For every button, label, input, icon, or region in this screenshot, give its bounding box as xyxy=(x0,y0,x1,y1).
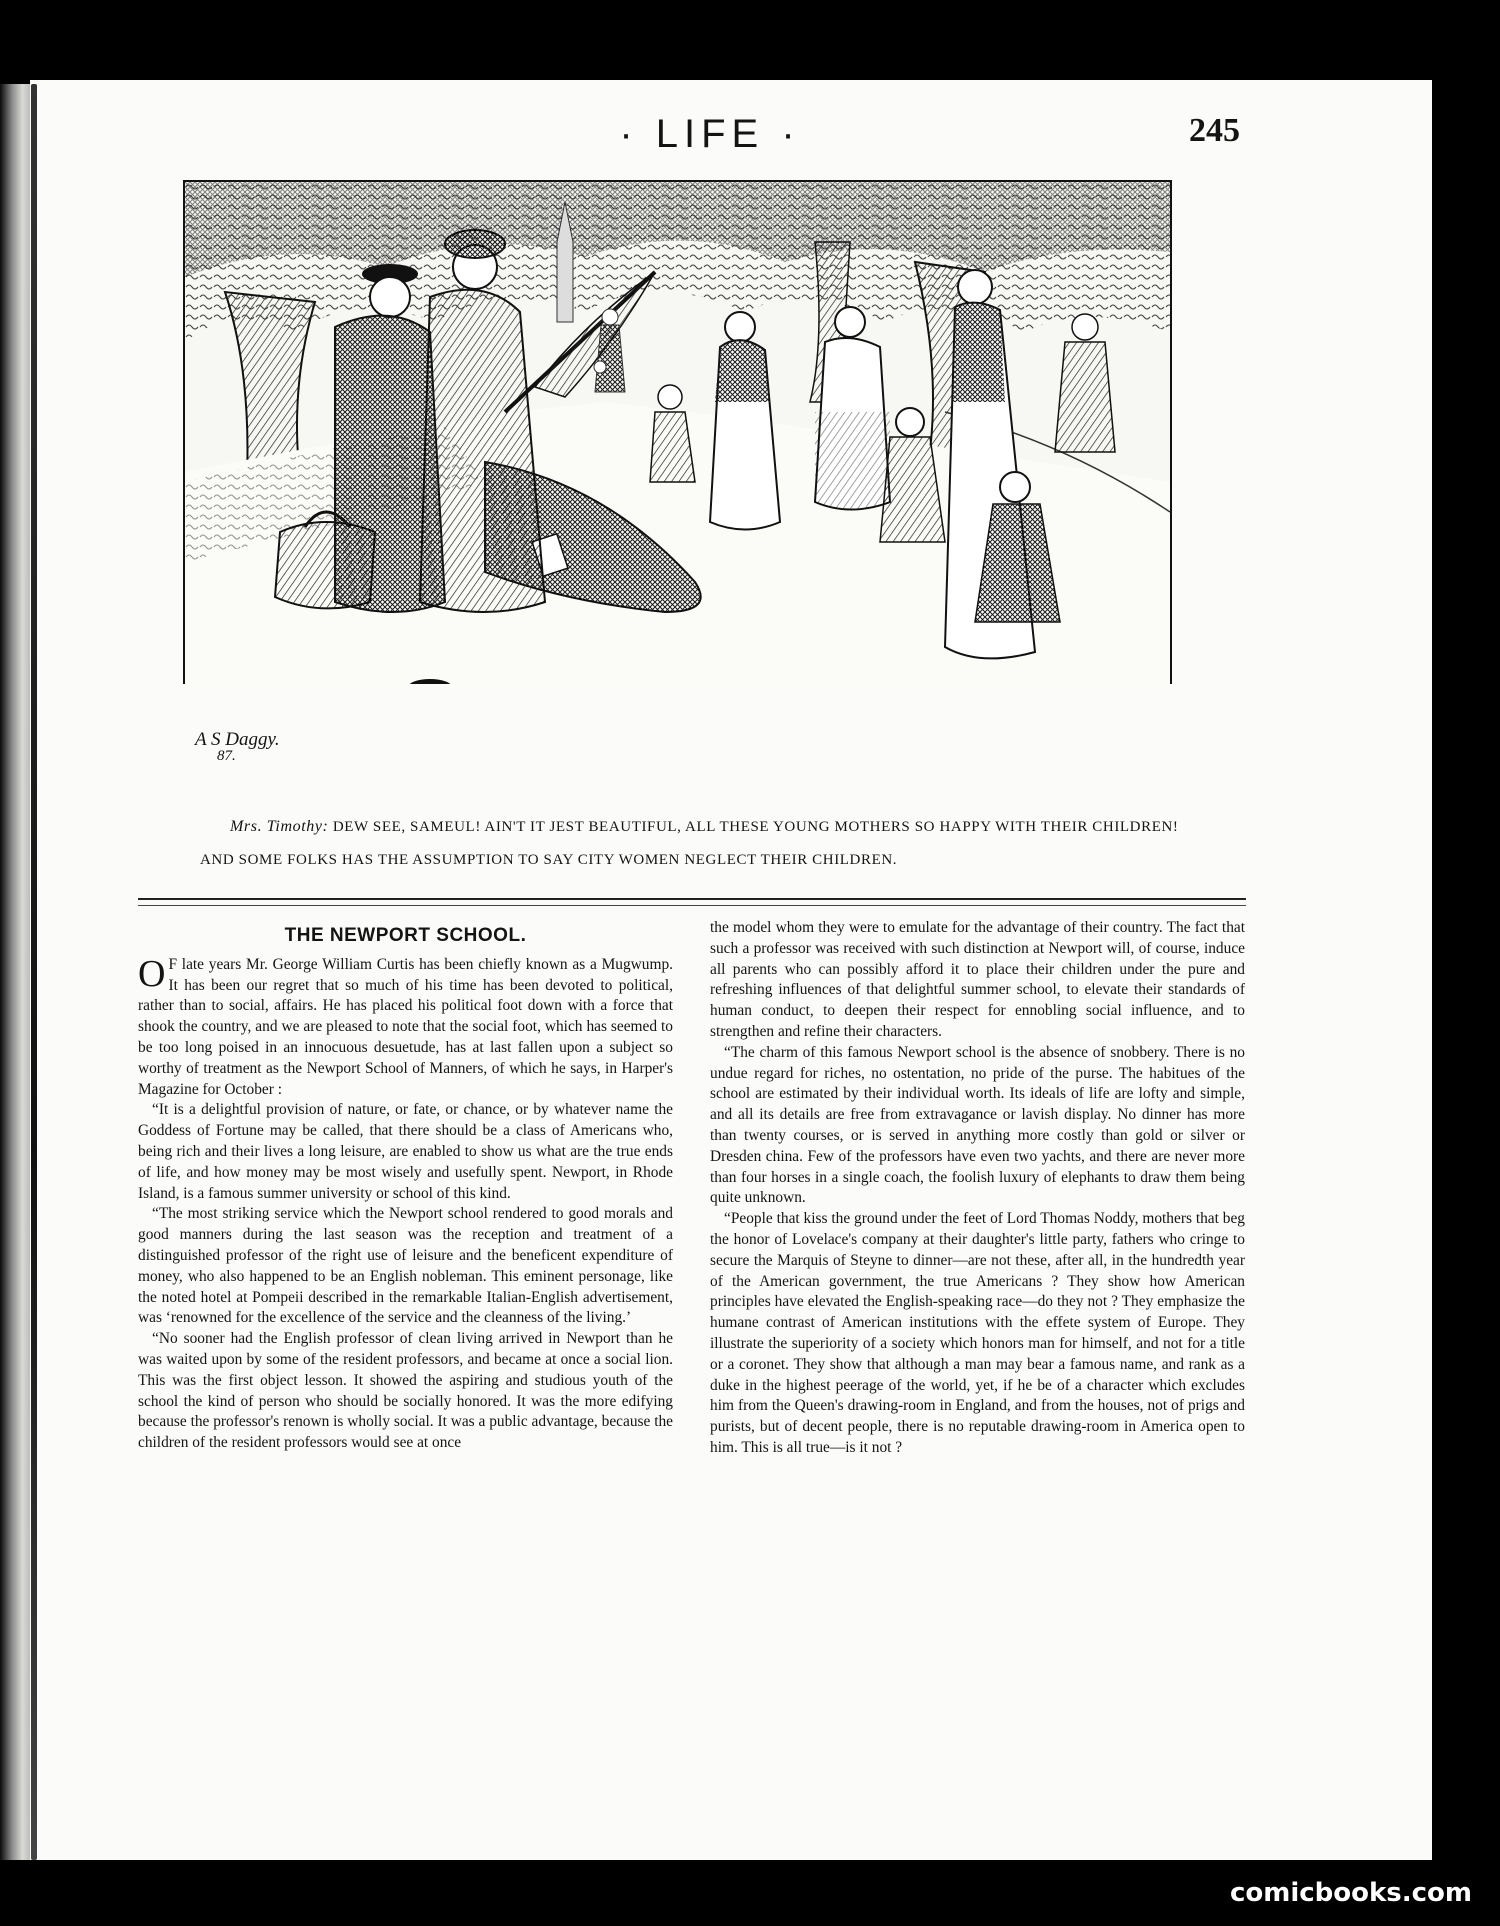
scan-left-edge xyxy=(0,84,30,1860)
paragraph-text: F late years Mr. George William Curtis has been chiefly known as a Mugwump. It has been our regret that so much of his time has been devoted to political, rather than to social, affairs. He has placed his political foot down with a force that shook the country, and we are pleased to note that the social foot, which has seemed to be too long poised in an innocuous desuetude, has at last fallen upon a subject so worthy of treatment as the Newport School of Manners, of which he says, in Harper's Magazine for October : xyxy=(138,955,673,1098)
article-paragraph: the model whom they were to emulate for the advantage of their country. The fact that such a professor was received with such distinction at Newport will, of course, induce all parents who can possibly afford it to place their children under the pure and refreshing influences of that delightful summer school, to elevate their standards of human conduct, to deepen their respect for ennobling social influence, and to strengthen and refine their characters. xyxy=(710,919,1245,1040)
article-paragraph: “No sooner had the English professor of clean living arrived in Newport than he was waited upon by some of the resident professors, and became at once a social lion. This was the first object lesson. It showed the aspiring and studious youth of the school the kind of person who should be socially honored. It was the more edifying because the professor's renown is wholly social. It was a public advantage, because the children of the resident professors would see at once xyxy=(138,1330,673,1452)
park-scene-drawing xyxy=(185,182,1170,684)
article-paragraph: “The most striking service which the Newport school rendered to good morals and good manners during the last season was the reception and treatment of a distinguished professor of the right use of leisure and the beneficent expenditure of money, who also happened to be an English nobleman. This eminent personage, like the noted hotel at Pompeii described in the remarkable Italian-English advertisement, was ‘renowned for the excellence of the service and the cleanness of the living.’ xyxy=(138,1205,673,1327)
watermark: comicbooks.com xyxy=(1229,1878,1472,1908)
drop-cap: O xyxy=(138,952,166,995)
caption-speaker: Mrs. Timothy: xyxy=(230,818,329,835)
article-paragraph: “The charm of this famous Newport school is the absence of snobbery. There is no undue regard for riches, no ostentation, no pride of the purse. The habitues of the school are estimated by their individual worth. Its ideals of life are lofty and simple, and all its details are free from extravagance or lavish display. No dinner has more than twenty courses, or is served in anything more costly than gold or silver or Dresden china. Few of the professors have even two yachts, and there are never more than four horses in a single coach, the foolish luxury of elephants to draw them being quite unknown. xyxy=(710,1043,1245,1207)
cartoon-illustration xyxy=(183,180,1172,684)
article-left-column xyxy=(138,918,673,1454)
page-number: 245 xyxy=(1189,112,1240,149)
signature-year: 87. xyxy=(217,748,236,764)
cartoon-caption xyxy=(200,810,1210,877)
page-spine-shadow xyxy=(31,84,37,1860)
article-title: THE NEWPORT SCHOOL. xyxy=(284,925,527,946)
caption-text: DEW SEE, SAMEUL! AIN'T IT JEST BEAUTIFUL, ALL THESE YOUNG MOTHERS SO HAPPY WITH THEIR CHILDREN! AND SOME FOLKS HAS THE ASSUMPTION TO SAY CITY WOMEN NEGLECT THEIR CHILDREN. xyxy=(200,819,1179,868)
section-divider xyxy=(138,898,1246,906)
article-paragraph: “People that kiss the ground under the feet of Lord Thomas Noddy, mothers that beg the honor of Lovelace's company at their daughter's little party, fathers who cringe to secure the Marquis of Steyne to dinner—are not these, after all, in the hundredth year of the American government, the true Americans ? They show how American principles have elevated the English-speaking race—do they not ? They emphasize the humane contrast of American institutions with the effete system of Europe. They illustrate the superiority of a society which honors man for himself, and not for a title or a coronet. They show that although a man may bear a famous name, and rank as a duke in the highest peerage of the world, yet, if he be of a character which excludes him from the Queen's drawing-room in England, and from the houses, not of prigs and purists, but of decent people, there is no reputable drawing-room in America open to him. This is all true—is it not ? xyxy=(710,1210,1245,1456)
artist-signature xyxy=(195,729,280,764)
signature-name: A S Daggy. xyxy=(195,729,280,750)
article-paragraph: “It is a delightful provision of nature, or fate, or chance, or by whatever name the Goddess of Fortune may be called, that there should be a class of Americans who, being rich and their lives a long leisure, are enabled to show us what are the true ends of life, and how money may be most wisely and usefully spent. Newport, in Rhode Island, is a famous summer university or school of this kind. xyxy=(138,1101,673,1202)
masthead-title: · LIFE · xyxy=(619,112,801,156)
article-paragraph xyxy=(138,952,673,1101)
article-right-column xyxy=(710,918,1245,1459)
